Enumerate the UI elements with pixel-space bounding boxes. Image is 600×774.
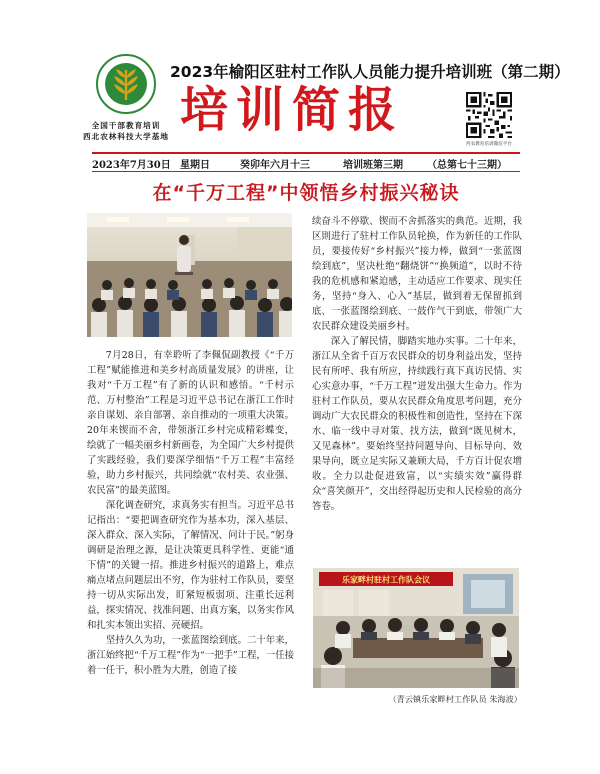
issue-weekday: 星期日 bbox=[180, 160, 210, 171]
paragraph-continuation: 续奋斗不停歇、锲而不舍抓落实的典范。近期，我区則进行了驻村工作队员轮换，作为新任的工作队员，要接传好“乡村振兴”接力棒，做到“一张蓝图绘到底”，坚决杜绝“翻烧饼”“换频道”，以时不待我的危机感和紧迫感，主动适应工作要求、现实任务，坚持“身入、心入”基层，做到着无保留抓到底、一张蓝图绘到底、一鼓作气干到底，带领广大农民群众建设美丽乡村。 bbox=[312, 216, 522, 332]
paragraph-research: 深化调查研究，求真务实有担当。习近平总书记指出：“要把调查研究作为基本功，深入基层、深入群众、深入实际，了解情况、问计于民。”躬身调研是治理之源，是让决策更具科学性、更能“通下情”的关键一招。推进乡村振兴的道路上，难点痛点堵点问题层出不穷，作为驻村工作队员，要坚持一切从实际出发，盯紧短板弱项、注重长远利益，探实情况、找准问题、出真方案，以务实作风和扎实本领出实招、亮硬招。 bbox=[87, 500, 294, 631]
photo-caption-author: （青云镇乐家畔村工作队员 朱海波） bbox=[388, 694, 522, 704]
qr-code-icon bbox=[466, 92, 512, 138]
article-headline: 在“千万工程”中领悟乡村振兴秘诀 bbox=[152, 182, 460, 204]
paragraph-people: 深入了解民情，脚踏实地办实事。二十年来，浙江从全省千百万农民群众的切身利益出发，坚持民有所呼、我有所应，持续践行真下真访民情、实心实意办事，“千万工程”迸发出强大生命力。作为驻村工作队员，要从农民群众角度思考问题，充分调动广大农民群众的积极性和创造性，坚持在下深水、临一线中寻对策、找方法，做到“既见树木，又见森林”。要始终坚持问题导向、目标导向、效果导向，既立足实际又兼顾大局，千方百计促农增收。全力以赴促进致富，以“实绩实效”赢得群众“喜笑颜开”，交出经得起历史和人民检验的高分答卷。 bbox=[312, 336, 522, 512]
issue-date: 2023年7月30日 bbox=[92, 160, 171, 171]
qr-caption: 西农教育培训微信平台 bbox=[466, 142, 512, 147]
training-base-logo bbox=[96, 54, 156, 114]
lecture-photo bbox=[87, 213, 292, 337]
meeting-photo bbox=[313, 568, 519, 688]
paragraph-lecture: 7月28日，有幸聆听了李佩侃副教授《“千万工程”赋能推进和美乡村高质量发展》的讲座，让我对“千万工程”有了新的认识和感悟。“千村示范、万村整治”工程是习近平总书记在浙江工作时亲自谋划、亲自部署、亲自推动的一项重大决策。20年来锲而不舍，带领浙江乡村完成精彩蝶变，绘就了一幅美丽乡村新画卷，为全国广大乡村提供了实践经验，我们要深学细悟“千万工程”丰富经验，助力乡村振兴，共同绘就“农村美、农业强、农民富”的最美蓝图。 bbox=[87, 350, 294, 496]
article-right-column bbox=[312, 214, 522, 514]
issue-info-bar bbox=[92, 154, 520, 170]
logo-caption-line1: 全国干部教育培训 bbox=[91, 121, 161, 130]
course-title: 2023年榆阳区驻村工作队人员能力提升培训班（第二期） bbox=[170, 63, 570, 81]
paragraph-persistence: 坚持久久为功，一张蓝图绘到底。二十年来，浙江始终把“千万工程”作为“一把手”工程，一任接着一任干，积小胜为大胜，创造了接 bbox=[87, 635, 294, 676]
article-left-column bbox=[87, 348, 294, 678]
header-divider-bottom bbox=[92, 171, 520, 172]
logo-caption-line2: 西北农林科技大学基地 bbox=[83, 132, 169, 141]
issue-lunar-date: 癸卯年六月十三 bbox=[240, 160, 310, 171]
issue-number: 培训班第三期 bbox=[343, 160, 403, 171]
meeting-banner-text: 乐家畔村驻村工作队会议 bbox=[342, 575, 430, 585]
masthead-title: 培训简报 bbox=[180, 82, 405, 138]
issue-total-number: （总第七十三期） bbox=[427, 160, 507, 171]
logo-caption bbox=[80, 120, 172, 142]
